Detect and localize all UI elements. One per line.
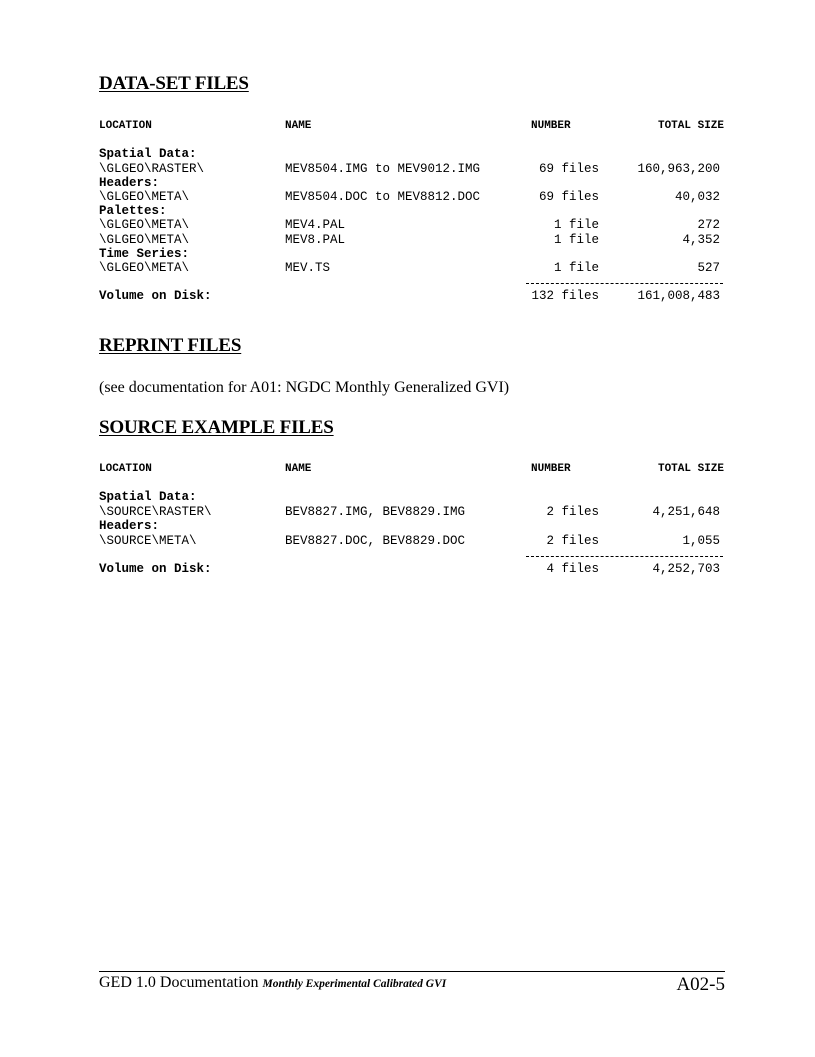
page-footer (99, 974, 725, 996)
total-divider (526, 556, 723, 557)
cell-size: 1,055 (682, 534, 720, 548)
cell-number: 69 files (538, 162, 599, 176)
reprint-heading: REPRINT FILES (99, 335, 242, 356)
category-spatial: Spatial Data: (99, 147, 197, 161)
cell-size: 40,032 (674, 190, 720, 204)
footer-subtitle: Monthly Experimental Calibrated GVI (262, 978, 447, 990)
cell-size: 272 (697, 218, 720, 232)
total-number: 4 files (546, 562, 599, 576)
cell-location: \GLGEO\META\ (99, 261, 190, 275)
cell-size: 160,963,200 (637, 162, 720, 176)
total-label: Volume on Disk: (99, 562, 212, 576)
category-headers: Headers: (99, 519, 160, 533)
col-name: NAME (285, 120, 312, 132)
cell-number: 1 file (553, 233, 599, 247)
reprint-note: (see documentation for A01: NGDC Monthly Generalized GVI) (99, 379, 510, 396)
category-label (99, 147, 725, 162)
category-label (99, 247, 725, 262)
table-row (99, 190, 725, 205)
source-heading: SOURCE EXAMPLE FILES (99, 417, 334, 438)
total-size: 4,252,703 (652, 562, 720, 576)
category-label (99, 490, 725, 505)
category-palettes: Palettes: (99, 204, 167, 218)
cell-location: \SOURCE\RASTER\ (99, 505, 212, 519)
cell-location: \GLGEO\RASTER\ (99, 162, 205, 176)
category-headers: Headers: (99, 176, 160, 190)
source-table-header (99, 463, 725, 478)
cell-size: 4,251,648 (652, 505, 720, 519)
total-row (99, 562, 725, 577)
cell-number: 69 files (538, 190, 599, 204)
table-row (99, 162, 725, 177)
cell-number: 2 files (546, 505, 599, 519)
table-row (99, 261, 725, 276)
total-label: Volume on Disk: (99, 289, 212, 303)
cell-location: \GLGEO\META\ (99, 190, 190, 204)
footer-rule (99, 971, 725, 972)
total-size: 161,008,483 (637, 289, 720, 303)
total-row (99, 289, 725, 304)
dataset-table-header (99, 120, 725, 135)
col-number: NUMBER (531, 120, 571, 132)
cell-name: MEV.TS (285, 261, 331, 275)
category-time-series: Time Series: (99, 247, 190, 261)
cell-name: MEV4.PAL (285, 218, 346, 232)
total-divider (526, 283, 723, 284)
cell-location: \GLGEO\META\ (99, 218, 190, 232)
page-number: A02-5 (676, 974, 725, 995)
table-row (99, 233, 725, 248)
category-label (99, 204, 725, 219)
cell-number: 1 file (553, 261, 599, 275)
table-row (99, 534, 725, 549)
cell-name: BEV8827.IMG, BEV8829.IMG (285, 505, 466, 519)
cell-number: 1 file (553, 218, 599, 232)
col-name: NAME (285, 463, 312, 475)
footer-doc-title: GED 1.0 Documentation (99, 974, 259, 991)
category-label (99, 176, 725, 191)
table-row (99, 505, 725, 520)
footer-doc-info (99, 974, 446, 992)
cell-location: \SOURCE\META\ (99, 534, 197, 548)
cell-number: 2 files (546, 534, 599, 548)
category-label (99, 519, 725, 534)
total-number: 132 files (531, 289, 599, 303)
table-row (99, 218, 725, 233)
cell-name: MEV8504.IMG to MEV9012.IMG (285, 162, 481, 176)
category-spatial: Spatial Data: (99, 490, 197, 504)
cell-name: MEV8.PAL (285, 233, 346, 247)
col-number: NUMBER (531, 463, 571, 475)
cell-size: 527 (697, 261, 720, 275)
cell-size: 4,352 (682, 233, 720, 247)
col-total-size: TOTAL SIZE (657, 120, 724, 132)
col-total-size: TOTAL SIZE (657, 463, 724, 475)
col-location: LOCATION (99, 120, 152, 132)
dataset-heading: DATA-SET FILES (99, 73, 249, 94)
cell-name: BEV8827.DOC, BEV8829.DOC (285, 534, 466, 548)
cell-location: \GLGEO\META\ (99, 233, 190, 247)
cell-name: MEV8504.DOC to MEV8812.DOC (285, 190, 481, 204)
col-location: LOCATION (99, 463, 152, 475)
